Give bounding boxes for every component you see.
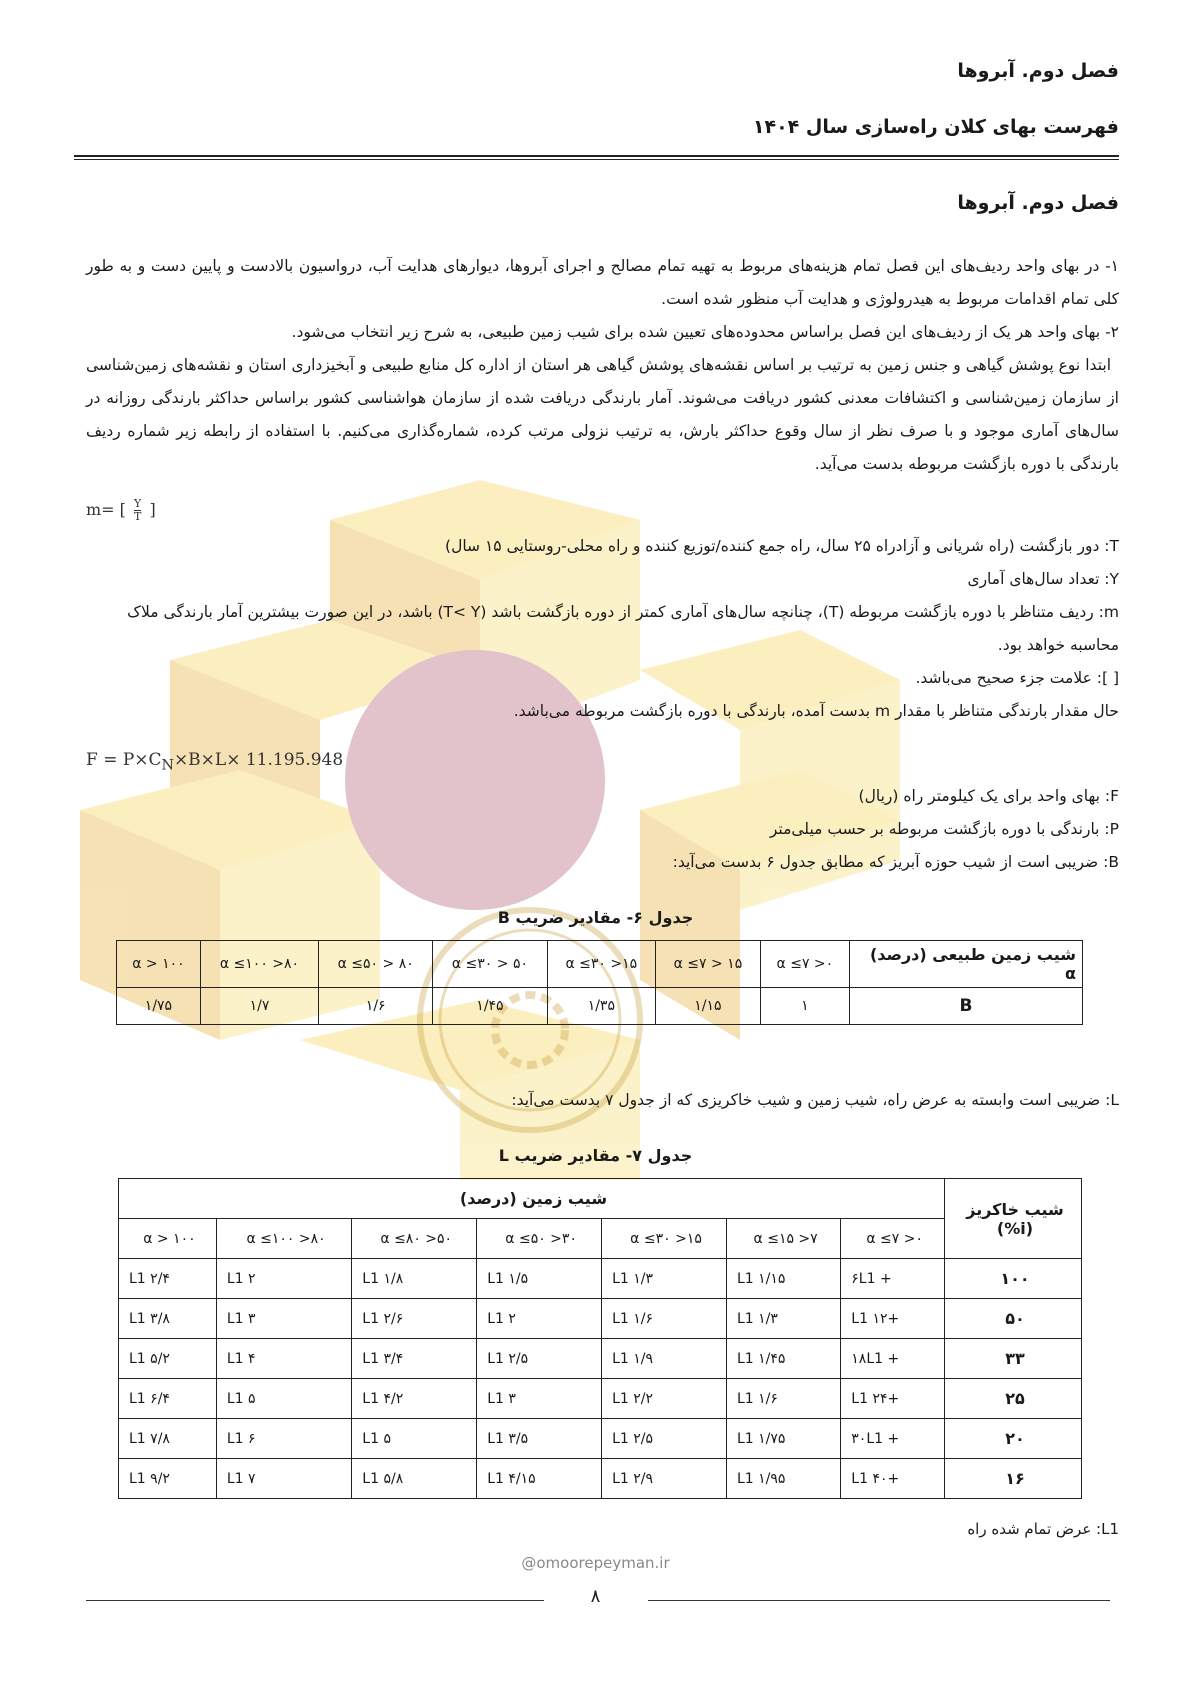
table7-cell: ۷/۸ L1 xyxy=(119,1419,217,1459)
table6-range: ۱۵ < α ≤۷ xyxy=(656,941,761,988)
table7-cell: ۱/۶ L1 xyxy=(602,1299,727,1339)
formula-m-numerator: Y xyxy=(134,497,142,510)
table-b-coefficients xyxy=(116,940,1083,1025)
table7-cell: ۱/۴۵ L1 xyxy=(726,1339,840,1379)
def-brackets: [ ]: علامت جزء صحیح می‌باشد. xyxy=(915,669,1119,687)
table6-range: ۸۰ < α ≤۵۰ xyxy=(319,941,433,988)
table7-cell: ۱/۳ L1 xyxy=(726,1299,840,1339)
table7-cell: ۳/۴ L1 xyxy=(352,1339,477,1379)
def-l: L: ضریبی است وابسته به عرض راه، شیب زمین و شیب خاکریزی که از جدول ۷ بدست می‌آید: xyxy=(511,1091,1119,1109)
def-p: P: بارندگی با دوره بازگشت مربوطه بر حسب میلی‌متر xyxy=(769,820,1119,838)
table6-range: α > ۱۰۰ xyxy=(117,941,201,988)
def-b: B: ضریبی است از شیب حوزه آبریز که مطابق جدول ۶ بدست می‌آید: xyxy=(672,853,1119,871)
table7-cell: ۱/۵ L1 xyxy=(477,1259,602,1299)
table7-slope: ۲۵ xyxy=(945,1379,1082,1419)
table6-range: ۸۰< α ≤۱۰۰ xyxy=(200,941,318,988)
table7-cell: ۲/۴ L1 xyxy=(119,1259,217,1299)
table7-slope: ۱۶ xyxy=(945,1459,1082,1499)
table7-cell: ۴/۱۵ L1 xyxy=(477,1459,602,1499)
table6-value: ۱/۷۵ xyxy=(117,988,201,1025)
table7-cell: + ۶L1 xyxy=(841,1259,945,1299)
table7-cell: ۳ L1 xyxy=(216,1299,351,1339)
formula-m-denominator: T xyxy=(134,510,142,523)
table7-cell: ۱/۶ L1 xyxy=(726,1379,840,1419)
table7-range: α > ۱۰۰ xyxy=(119,1219,217,1259)
table7-slope: ۱۰۰ xyxy=(945,1259,1082,1299)
table7-caption: جدول ۷- مقادیر ضریب L xyxy=(498,1146,693,1165)
table7-range-row xyxy=(119,1219,1082,1259)
table6-range: ۵۰ < α ≤۳۰ xyxy=(433,941,547,988)
table7-cell: ۵ L1 xyxy=(352,1419,477,1459)
table-row xyxy=(119,1379,1082,1419)
table7-slope: ۳۳ xyxy=(945,1339,1082,1379)
table7-cell: + ۱۸L1 xyxy=(841,1339,945,1379)
table-row xyxy=(119,1299,1082,1339)
table6-value: ۱/۴۵ xyxy=(433,988,547,1025)
table7-cell: ۲/۵ L1 xyxy=(602,1419,727,1459)
table7-cell: +L1 ۱۲ xyxy=(841,1299,945,1339)
formula-m-lhs: m= [ xyxy=(86,500,126,519)
header-rule-thin xyxy=(74,159,1119,160)
paragraph-2: ۲- بهای واحد هر یک از ردیف‌های این فصل براساس محدوده‌های تعیین شده برای شیب زمین طبیعی، به شرح زیر انتخاب می‌شود. xyxy=(291,323,1119,341)
m-definitions xyxy=(86,530,1119,728)
table7-cell: ۱/۹۵ L1 xyxy=(726,1459,840,1499)
paragraph-1: ۱- در بهای واحد ردیف‌های این فصل تمام هزینه‌های مربوط به تهیه تمام مصالح و اجرای آبروها، دیوارهای هدایت آب، درواسیون بالادست و پایین دست و به طور کلی تمام اقدامات مربوط به هیدرولوژی و هدایت آب منظور شده است. xyxy=(86,257,1119,308)
table7-slope: ۲۰ xyxy=(945,1419,1082,1459)
table6-value: ۱ xyxy=(760,988,849,1025)
paragraph-3: ابتدا نوع پوشش گیاهی و جنس زمین به ترتیب بر اساس نقشه‌های پوشش گیاهی هر استان از اداره کل منابع طبیعی و آبخیزداری استان و نقشه‌های زمین‌شناسی از سازمان زمین‌شناسی و اکتشافات معدنی کشور دریافت می‌شوند. آمار بارندگی دریافت شده از سازمان هواشناسی کشور براساس حداکثر بارندگی روزانه در سال‌های آماری موجود و با صرف نظر از سال وقوع حداکثر بارش، به ترتیب نزولی مرتب کرده، شماره‌گذاری می‌کنیم. با استفاده از رابطه زیر شماره ردیف بارندگی با دوره بازگشت مربوطه بدست می‌آید. xyxy=(86,356,1119,473)
table7-range: ۱۵< α ≤۳۰ xyxy=(602,1219,727,1259)
def-m: m: ردیف متناظر با دوره بازگشت مربوطه (T)، چنانچه سال‌های آماری کمتر از دوره بازگشت باشد (T< Y) باشد، در این صورت بیشترین آمار بارندگی ملاک محاسبه خواهد بود. xyxy=(127,603,1119,654)
running-header-chapter: فصل دوم. آبروها xyxy=(957,60,1119,82)
table7-range: ۰< α ≤۷ xyxy=(841,1219,945,1259)
table7-corner-header: شیب خاکریز (i%) xyxy=(945,1179,1082,1259)
table7-cell: ۶ L1 xyxy=(216,1419,351,1459)
table7-cell: ۱/۳ L1 xyxy=(602,1259,727,1299)
table7-cell: ۲ L1 xyxy=(216,1259,351,1299)
table7-cell: ۵/۲ L1 xyxy=(119,1339,217,1379)
table7-cell: ۲/۹ L1 xyxy=(602,1459,727,1499)
table6-value: ۱/۷ xyxy=(200,988,318,1025)
table7-cell: ۴/۲ L1 xyxy=(352,1379,477,1419)
formula-m-rhs: ] xyxy=(149,500,156,519)
table6-value: ۱/۳۵ xyxy=(547,988,656,1025)
formula-f-main: F = P×C xyxy=(86,750,162,770)
l-definition xyxy=(86,1084,1119,1117)
l1-definition: L1: عرض تمام شده راه xyxy=(967,1520,1119,1538)
table6-value-label: B xyxy=(850,988,1083,1025)
table7-cell: ۳/۸ L1 xyxy=(119,1299,217,1339)
formula-m xyxy=(86,498,156,523)
table6-value: ۱/۶ xyxy=(319,988,433,1025)
header-rule xyxy=(74,155,1119,157)
table7-group-row xyxy=(119,1179,1082,1219)
table7-slope: ۵۰ xyxy=(945,1299,1082,1339)
formula-f-sub: N xyxy=(161,757,174,774)
table-row xyxy=(119,1459,1082,1499)
table7-cell: ۳/۵ L1 xyxy=(477,1419,602,1459)
table7-range: ۳۰< α ≤۵۰ xyxy=(477,1219,602,1259)
table7-range: ۸۰< α ≤۱۰۰ xyxy=(216,1219,351,1259)
table7-cell: ۹/۲ L1 xyxy=(119,1459,217,1499)
def-y: Y: تعداد سال‌های آماری xyxy=(967,570,1119,588)
table7-cell: +L1 ۴۰ xyxy=(841,1459,945,1499)
table7-group-header: شیب زمین (درصد) xyxy=(119,1179,945,1219)
def-f: F: بهای واحد برای یک کیلومتر راه (ریال) xyxy=(858,787,1119,805)
table6-value-row xyxy=(117,988,1083,1025)
def-t: T: دور بازگشت (راه شریانی و آزادراه ۲۵ سال، راه جمع کننده/توزیع کننده و راه محلی-روستایی ۱۵ سال) xyxy=(445,537,1119,555)
table7-cell: + ۳۰L1 xyxy=(841,1419,945,1459)
table7-cell: ۱/۹ L1 xyxy=(602,1339,727,1379)
table7-cell: ۲/۶ L1 xyxy=(352,1299,477,1339)
table-row xyxy=(119,1419,1082,1459)
table6-range-row xyxy=(117,941,1083,988)
table-l-coefficients xyxy=(118,1178,1082,1499)
table6-caption: جدول ۶- مقادیر ضریب B xyxy=(497,908,694,927)
def-rainfall: حال مقدار بارندگی متناظر با مقدار m بدست آمده، بارندگی با دوره بازگشت مربوطه می‌باشد. xyxy=(513,702,1119,720)
table7-cell: ۱/۷۵ L1 xyxy=(726,1419,840,1459)
formula-f xyxy=(86,750,343,773)
table-row xyxy=(119,1259,1082,1299)
table6-range: ۰< α ≤۷ xyxy=(760,941,849,988)
table7-range: ۵۰< α ≤۸۰ xyxy=(352,1219,477,1259)
table7-cell: ۳ L1 xyxy=(477,1379,602,1419)
running-header-title: فهرست بهای کلان راه‌سازی سال ۱۴۰۴ xyxy=(752,116,1119,138)
section-title: فصل دوم. آبروها xyxy=(957,192,1119,214)
table7-cell: ۲/۵ L1 xyxy=(477,1339,602,1379)
f-definitions xyxy=(86,780,1119,879)
table7-cell: ۷ L1 xyxy=(216,1459,351,1499)
table7-cell: +L1 ۲۴ xyxy=(841,1379,945,1419)
page-number: ۸ xyxy=(590,1586,601,1607)
table6-row-header: شیب زمین طبیعی (درصد) α xyxy=(850,941,1083,988)
table7-cell: ۵/۸ L1 xyxy=(352,1459,477,1499)
table7-cell: ۱/۸ L1 xyxy=(352,1259,477,1299)
table6-value: ۱/۱۵ xyxy=(656,988,761,1025)
table7-cell: ۲ L1 xyxy=(477,1299,602,1339)
formula-f-rest: ×B×L× 11.195.948 xyxy=(173,750,344,770)
table7-range: ۷< α ≤۱۵ xyxy=(726,1219,840,1259)
watermark-site: @omoorepeyman.ir xyxy=(521,1554,670,1572)
table7-cell: ۱/۱۵ L1 xyxy=(726,1259,840,1299)
table7-cell: ۶/۴ L1 xyxy=(119,1379,217,1419)
table7-cell: ۴ L1 xyxy=(216,1339,351,1379)
intro-paragraphs xyxy=(86,250,1119,481)
table6-range: ۱۵< α ≤۳۰ xyxy=(547,941,656,988)
table7-cell: ۲/۲ L1 xyxy=(602,1379,727,1419)
table7-cell: ۵ L1 xyxy=(216,1379,351,1419)
table-row xyxy=(119,1339,1082,1379)
